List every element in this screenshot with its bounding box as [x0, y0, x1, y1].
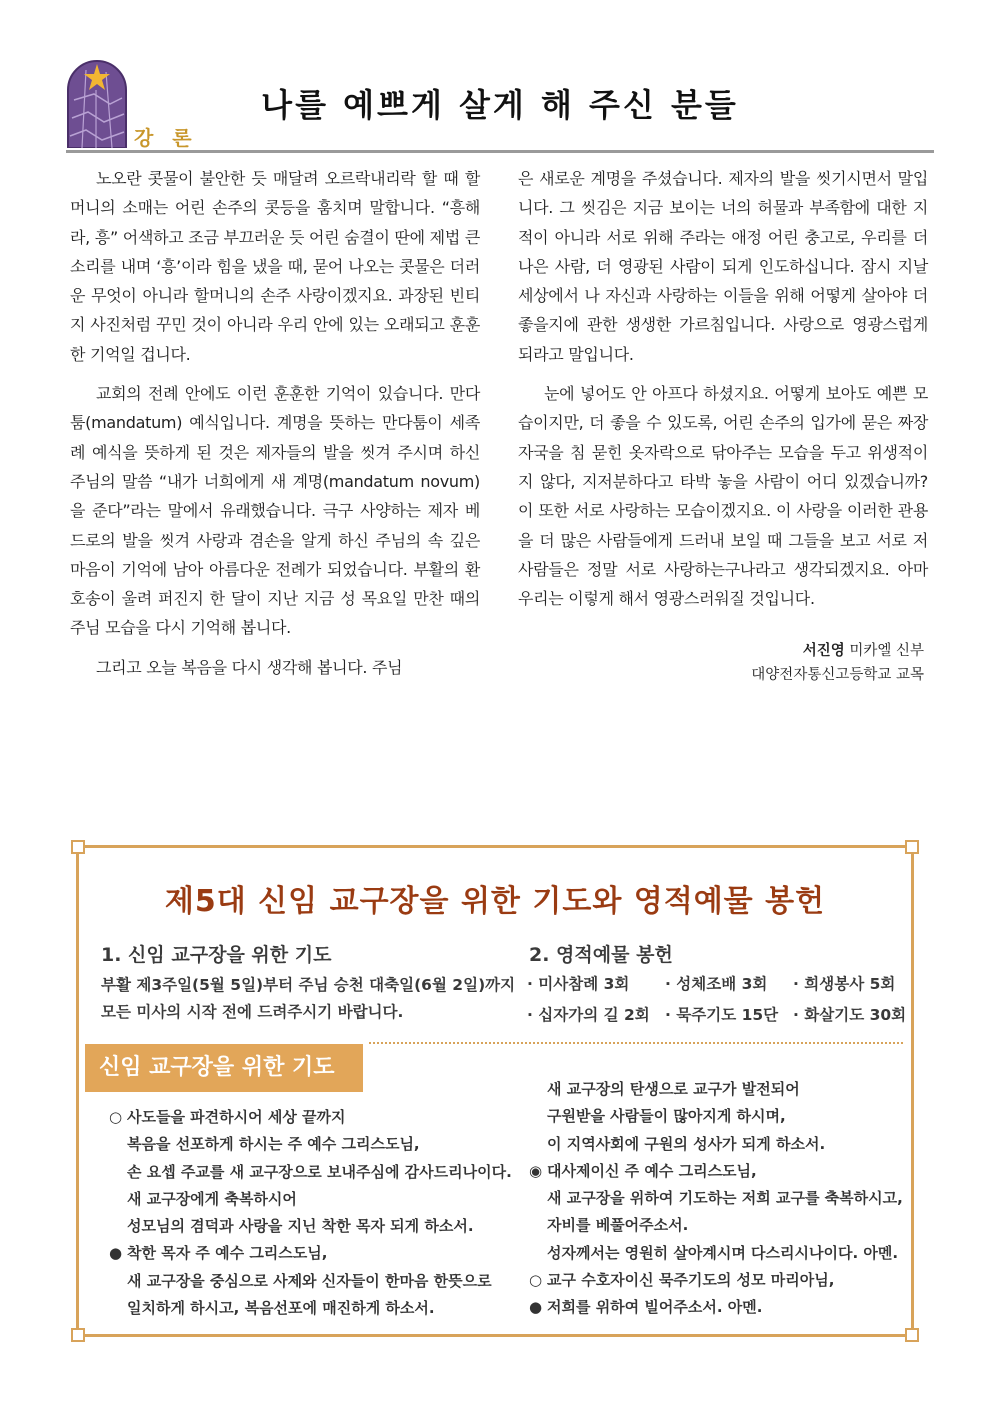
notice-box — [76, 845, 914, 1337]
prayer-line: 일치하게 하시고, 복음선포에 매진하게 하소서. — [127, 1299, 435, 1318]
offering-item: · 묵주기도 15단 — [665, 1006, 779, 1024]
author-affiliation: 대양전자통신고등학교 교목 — [751, 667, 924, 684]
prayer-right-column — [529, 1076, 903, 1322]
prayer-line: 새 교구장의 탄생으로 교구가 발전되어 — [547, 1080, 800, 1098]
prayer-line: ● 착한 목자 주 예수 그리스도님, — [109, 1240, 512, 1267]
prayer-line: 손 요셉 주교를 새 교구장으로 보내주심에 감사드리나이다. — [127, 1162, 512, 1181]
prayer-line: ● 저희를 위하여 빌어주소서. 아멘. — [529, 1294, 903, 1321]
offering-item: · 성체조배 3회 — [665, 975, 768, 993]
response-marker-icon: ○ — [109, 1108, 123, 1126]
article-left-column — [70, 164, 480, 692]
offering-item: · 십자가의 길 2회 — [527, 1006, 650, 1024]
article-paragraph: 노오란 콧물이 불안한 듯 매달려 오르락내리락 할 때 할머니의 소매는 어린 손주의 콧등을 훔치며 말합니다. “흥해라, 흥” 어색하고 조금 부끄러운 듯 어린 숨결이 딴에 제법 큰 소리를 내며 ‘흥’이라 힘을 냈을 때, 묻어 나오는 콧물은 더러운 무엇이 아니라 할머니의 손주 사랑이겠지요. 과장된 빈티지 사진처럼 꾸민 것이 아니라 우리 안에 있는 오래되고 훈훈한 기억일 겁니다. — [70, 169, 480, 364]
prayer-line: 구원받을 사람들이 많아지게 하시며, — [547, 1107, 786, 1126]
author-title: 미카엘 신부 — [849, 643, 924, 660]
article-paragraph: 그리고 오늘 복음을 다시 생각해 봅니다. 주님 — [96, 657, 403, 677]
section-label: 강 론 — [134, 126, 198, 150]
article-right-column — [518, 164, 928, 687]
prayer-line: 새 교구장을 중심으로 사제와 신자들이 한마음 한뜻으로 — [127, 1271, 492, 1290]
offering-item: · 화살기도 30회 — [793, 1006, 907, 1024]
schedule-line: 부활 제3주일(5월 5일)부터 주님 승천 대축일(6월 2일)까지 — [101, 976, 516, 994]
corner-ornament — [905, 1328, 919, 1342]
offering-item: · 희생봉사 5회 — [793, 975, 896, 993]
prayer-line: ◉ 대사제이신 주 예수 그리스도님, — [529, 1158, 903, 1185]
author-byline — [518, 639, 928, 687]
offering-list — [527, 972, 907, 1025]
corner-ornament — [905, 840, 919, 854]
article-paragraph: 눈에 넣어도 안 아프다 하셨지요. 어떻게 보아도 예쁜 모습이지만, 더 좋을 수 있도록, 어린 손주의 입가에 묻은 짜장 자국을 침 묻힌 옷자락으로 닦아주는 모습을 두고 위생적이지 않다, 지저분하다고 타박 놓을 사람이 어디 있겠습니까? 이 또한 서로 사랑하는 모습이겠지요. 이 사랑을 이러한 관용을 더 많은 사람들에게 드러내 보일 때 그들을 보고 서로 저 사람들은 정말 서로 사랑하는구나라고 생각되겠지요. 아마 우리는 이렇게 해서 영광스러워질 것입니다. — [518, 384, 928, 609]
prayer-line: 이 지역사회에 구원의 성사가 되게 하소서. — [547, 1134, 826, 1153]
prayer-line: 새 교구장에게 축복하시어 — [127, 1189, 297, 1208]
response-marker-icon: ○ — [529, 1271, 543, 1290]
prayer-line: ○ 사도들을 파견하시어 세상 끝까지 — [109, 1104, 512, 1131]
notice-title: 제5대 신임 교구장을 위한 기도와 영적예물 봉헌 — [164, 884, 826, 919]
corner-ornament — [71, 840, 85, 854]
section-heading-offering: 2. 영적예물 봉헌 — [529, 944, 673, 966]
prayer-line: 복음을 선포하게 하시는 주 예수 그리스도님, — [127, 1135, 420, 1154]
header-divider — [66, 150, 934, 153]
article-paragraph: 교회의 전례 안에도 이런 훈훈한 기억이 있습니다. 만다툼(mandatum) 예식입니다. 계명을 뜻하는 만다툼이 세족례 예식을 뜻하게 된 것은 제자들의 발을 씻겨 주시며 하신 주님의 말씀 “내가 너희에게 새 계명(mandatum novum)을 준다”라는 말에서 유래했습니다. 극구 사양하는 제자 베드로의 발을 씻겨 사랑과 겸손을 알게 하신 주님의 속 깊은 마음이 기억에 남아 아름다운 전례가 되었습니다. 부활의 환호송이 울려 퍼진지 한 달이 지난 지금 성 목요일 만찬 때의 주님 모습을 다시 기억해 봅니다. — [70, 384, 480, 638]
header — [66, 60, 934, 152]
prayer-line: 새 교구장을 위하여 기도하는 저희 교구를 축복하시고, — [547, 1189, 903, 1208]
prayer-line: 성모님의 겸덕과 사랑을 지닌 착한 목자 되게 하소서. — [127, 1217, 474, 1236]
prayer-banner: 신임 교구장을 위한 기도 — [85, 1044, 363, 1092]
prayer-line: 자비를 베풀어주소서. — [547, 1216, 689, 1235]
section-heading-prayer: 1. 신임 교구장을 위한 기도 — [101, 944, 332, 966]
prayer-line: 성자께서는 영원히 살아계시며 다스리시나이다. 아멘. — [547, 1243, 899, 1262]
corner-ornament — [71, 1328, 85, 1342]
offering-item: · 미사참례 3회 — [527, 975, 630, 993]
prayer-schedule — [101, 972, 515, 1026]
response-marker-icon: ◉ — [529, 1161, 543, 1180]
dotted-divider — [369, 1042, 903, 1044]
author-name: 서진영 — [802, 643, 845, 660]
prayer-left-column — [109, 1104, 512, 1322]
response-marker-icon: ● — [109, 1244, 123, 1263]
schedule-line: 모든 미사의 시작 전에 드려주시기 바랍니다. — [101, 1003, 404, 1021]
prayer-line: ○ 교구 수호자이신 묵주기도의 성모 마리아님, — [529, 1267, 903, 1294]
article-paragraph: 은 새로운 계명을 주셨습니다. 제자의 발을 씻기시면서 말입니다. 그 씻김은 지금 보이는 너의 허물과 부족함에 대한 지적이 아니라 서로 위해 주라는 애정 어린 충고로, 우리를 더 나은 사람, 더 영광된 사람이 되게 인도하십니다. 잠시 지날 세상에서 나 자신과 사랑하는 이들을 위해 어떻게 살아야 더 좋을지에 관한 생생한 가르침입니다. 사랑으로 영광스럽게 되라고 말입니다. — [518, 169, 928, 364]
response-marker-icon: ● — [529, 1298, 543, 1317]
article-title: 나를 예쁘게 살게 해 주신 분들 — [261, 86, 739, 124]
